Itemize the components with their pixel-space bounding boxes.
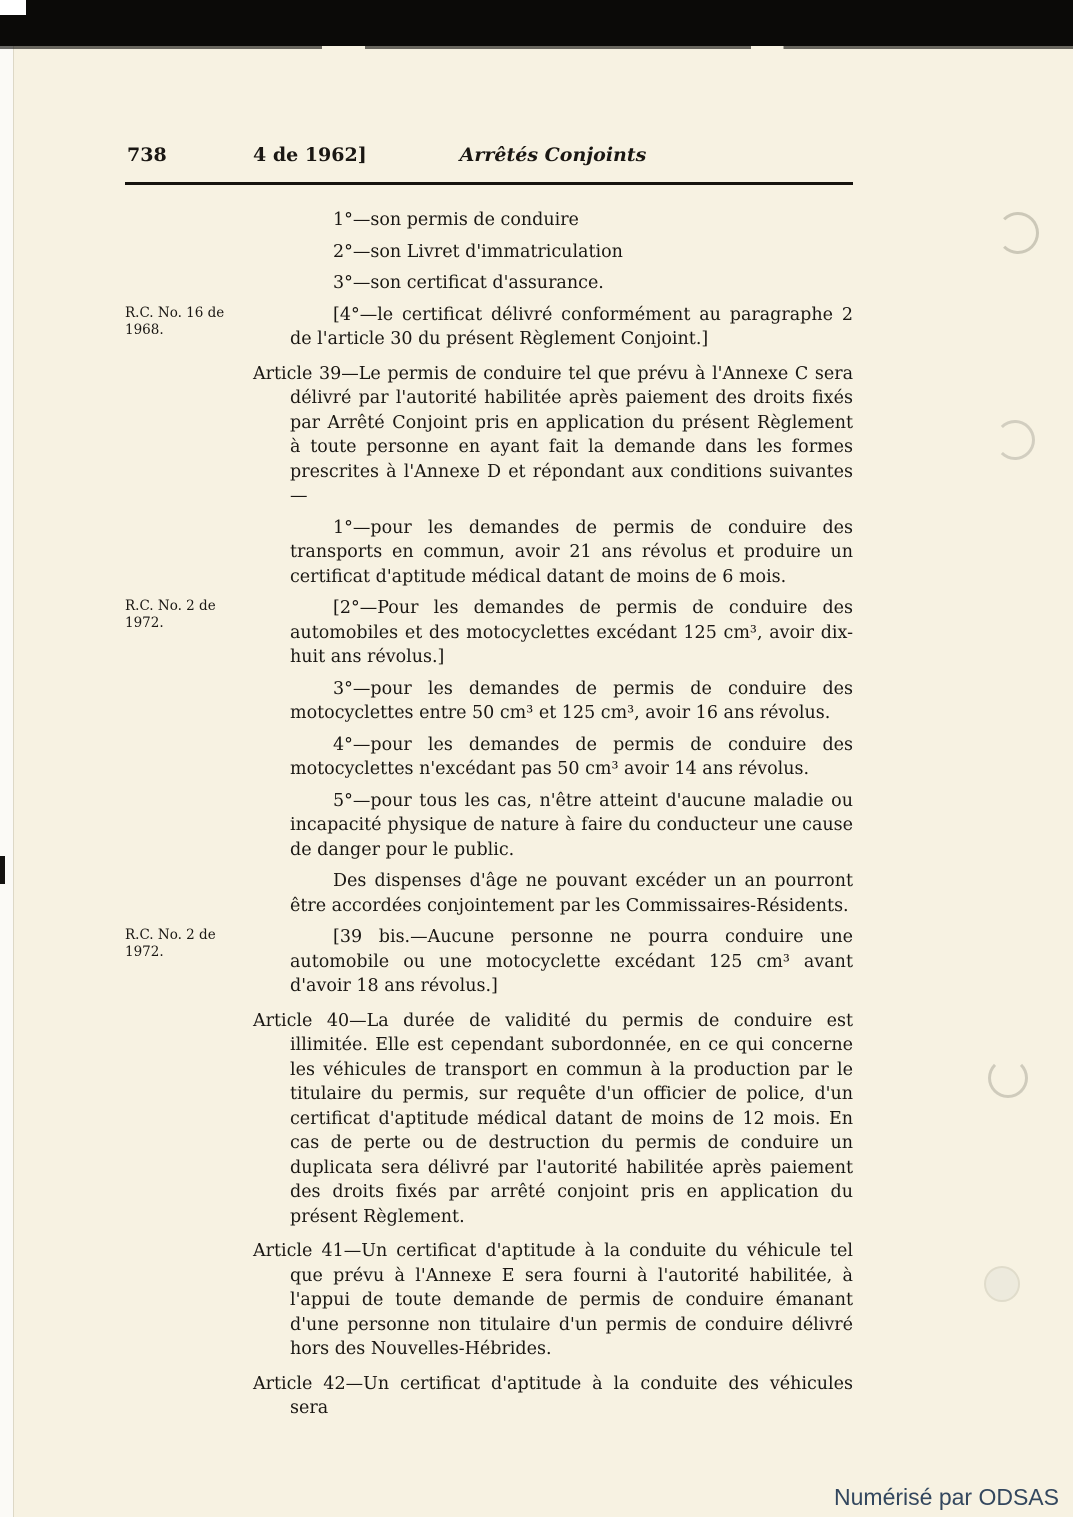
paragraph-text: Article 41—Un certificat d'aptitude à la conduite du véhicule tel que prévu à l'Annexe E sera fourni à l'autorité habilitée, à l'appui de toute demande de permis de conduire émanant d'une personne non titulaire d'un permis de conduire délivré hors des Nouvelles-Hébrides. — [253, 1241, 853, 1359]
paragraph-text: 3°—pour les demandes de permis de conduire des motocyclettes entre 50 cm³ et 125 cm³, avoir 16 ans révolus. — [290, 678, 853, 723]
paragraph-text: 2°—son Livret d'immatriculation — [333, 241, 623, 262]
paragraph-text: [4°—le certificat délivré conformément au paragraphe 2 de l'article 30 du présent Règlement Conjoint.] — [290, 304, 853, 349]
paragraph-text: Des dispenses d'âge ne pouvant excéder un an pourront être accordées conjointement par les Commissaires-Résidents. — [290, 871, 853, 916]
scan-credit: Numérisé par ODSAS — [834, 1484, 1059, 1510]
margin-note: R.C. No. 16 de 1968. — [125, 304, 225, 338]
paragraph — [125, 925, 853, 999]
punch-hole — [995, 420, 1035, 460]
paragraph-text: Article 42—Un certificat d'aptitude à la conduite des véhicules sera — [253, 1373, 853, 1418]
margin-note: R.C. No. 2 de 1972. — [125, 927, 216, 960]
paragraph-text: 5°—pour tous les cas, n'être atteint d'aucune maladie ou incapacité physique de nature à faire du conducteur une cause de danger pour le public. — [290, 790, 853, 860]
paragraph — [253, 869, 853, 918]
paragraph-text: [39 bis.—Aucune personne ne pourra conduire une automobile ou une motocyclette excédant 125 cm³ avant d'avoir 18 ans révolus.] — [290, 927, 853, 996]
paragraph — [125, 596, 853, 670]
page-number: 738 — [127, 144, 167, 166]
paragraph-article-41 — [253, 1239, 853, 1362]
paragraph — [253, 733, 853, 782]
paragraph — [253, 208, 853, 233]
scan-top-band — [0, 0, 1073, 46]
header-rule — [125, 182, 853, 185]
paragraph-text: Article 40—La durée de validité du permis de conduire est illimitée. Elle est cependant subordonnée, en ce qui concerne les véhicules de transport en commun à la production par le titulaire du permis, sur requête d'un officier de police, d'un certificat d'aptitude médical datant de moins de 12 mois. En cas de perte ou de destruction du permis de conduire un duplicata sera délivré par l'autorité habilitée après paiement des droits fixés par arrêté conjoint pris en application du présent Règlement. — [253, 1010, 853, 1227]
paragraph-text: Article 39—Le permis de conduire tel que prévu à l'Annexe C sera délivré par l'autorité habilitée après paiement des droits fixés par Arrêté Conjoint pris en application du présent Règlement à toute personne en ayant fait la demande dans les formes prescrites à l'Annexe D et répondant aux conditions suivantes— — [253, 363, 853, 506]
running-title: Arrêtés Conjoints — [459, 144, 647, 166]
paragraph — [253, 516, 853, 590]
scan-corner-notch — [0, 0, 26, 15]
paragraph-article-39 — [253, 362, 853, 509]
text-block — [125, 208, 853, 1421]
paragraph-article-42 — [253, 1372, 853, 1421]
punch-hole — [988, 1058, 1028, 1098]
scan-left-edge — [0, 46, 14, 1517]
margin-note: R.C. No. 2 de 1972. — [125, 598, 216, 631]
paragraph-text: 1°—pour les demandes de permis de conduire des transports en commun, avoir 21 ans révolus et produire un certificat d'aptitude médical datant de moins de 6 mois. — [290, 517, 853, 587]
paragraph — [253, 677, 853, 726]
paragraph — [253, 240, 853, 265]
punch-hole — [997, 212, 1039, 254]
issue-label: 4 de 1962] — [253, 144, 367, 166]
page-content — [125, 144, 853, 1428]
page-header — [125, 144, 853, 170]
paragraph-article-40 — [253, 1009, 853, 1230]
paragraph-text: [2°—Pour les demandes de permis de conduire des automobiles et des motocyclettes excédant 125 cm³, avoir dix-huit ans révolus.] — [290, 598, 853, 667]
paragraph — [253, 789, 853, 863]
paragraph-text: 4°—pour les demandes de permis de conduire des motocyclettes n'excédant pas 50 cm³ avoir 14 ans révolus. — [290, 734, 853, 779]
paragraph — [253, 271, 853, 296]
paragraph-text: 1°—son permis de conduire — [333, 210, 579, 230]
paragraph-text: 3°—son certificat d'assurance. — [333, 273, 604, 293]
scan-left-mark — [0, 856, 5, 884]
paragraph — [125, 303, 853, 352]
punch-hole — [984, 1266, 1020, 1302]
